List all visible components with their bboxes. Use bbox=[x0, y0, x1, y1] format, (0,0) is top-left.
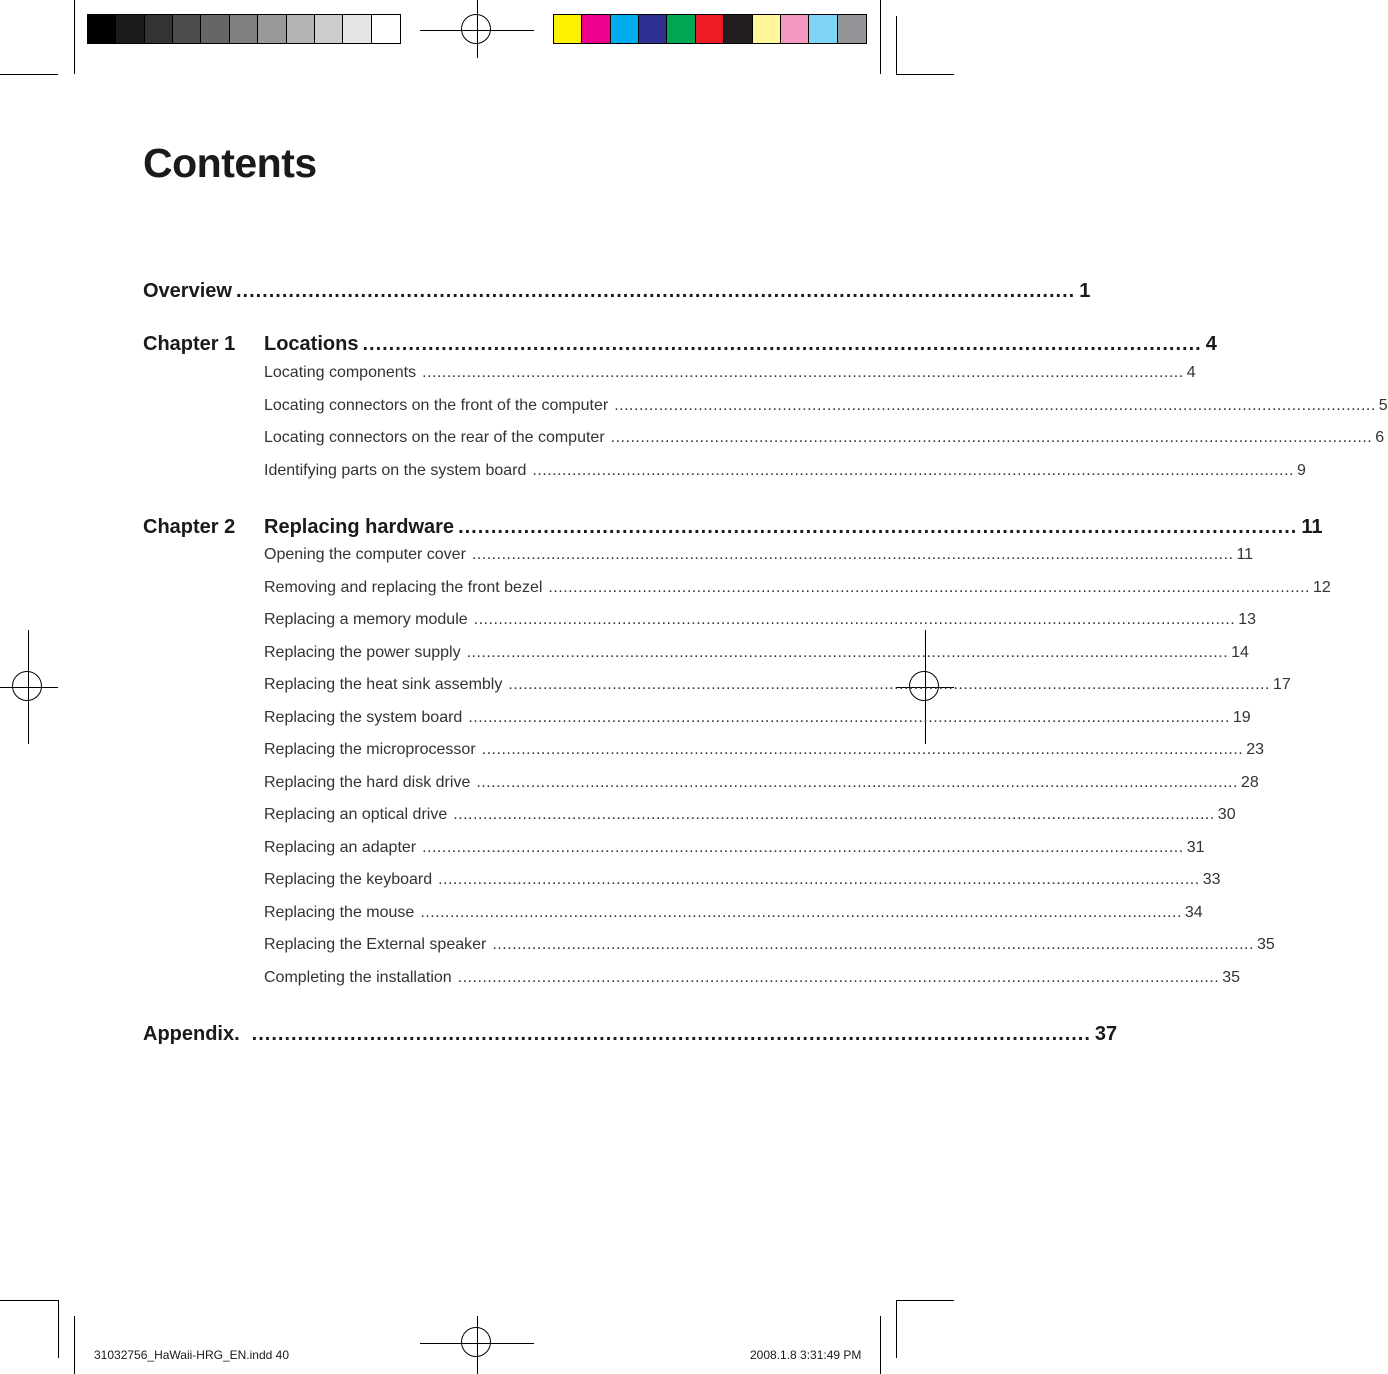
dot-leader: ................................................................................................................................ bbox=[251, 1023, 1091, 1045]
dot-leader: .......................................................................................................................................................... bbox=[422, 838, 1184, 856]
toc-subentry-label: Replacing the power supply bbox=[264, 643, 461, 661]
toc-subentry-label: Identifying parts on the system board bbox=[264, 461, 527, 479]
dot-leader: .......................................................................................................................................................... bbox=[476, 773, 1238, 791]
toc-subentry-page-number: 23 bbox=[1246, 741, 1265, 758]
toc-label: Replacing hardware bbox=[264, 516, 455, 538]
dot-leader: .......................................................................................................................................................... bbox=[466, 643, 1229, 661]
toc-subentry-label: Replacing the keyboard bbox=[264, 871, 433, 888]
toc-entry-overview[interactable] bbox=[143, 280, 1091, 308]
dot-leader: .......................................................................................................................................................... bbox=[473, 611, 1236, 628]
color-swatch bbox=[696, 15, 724, 43]
toc-subentry-page-number: 30 bbox=[1217, 806, 1236, 823]
toc-subentry[interactable] bbox=[264, 741, 1265, 763]
toc-subentry-label: Replacing the hard disk drive bbox=[264, 773, 471, 791]
toc-subentry-label: Replacing the mouse bbox=[264, 903, 415, 921]
toc-entry-chapter-1[interactable] bbox=[143, 333, 1217, 361]
footer-timestamp: 2008.1.8 3:31:49 PM bbox=[750, 1348, 862, 1362]
toc-subentry-page-number: 34 bbox=[1184, 903, 1203, 921]
toc-subentry[interactable] bbox=[264, 936, 1275, 958]
toc-subentry[interactable] bbox=[264, 773, 1259, 796]
toc-entry-chapter-2[interactable] bbox=[143, 516, 1323, 544]
color-swatch bbox=[554, 15, 582, 43]
toc-page-number: 4 bbox=[1205, 333, 1217, 355]
dot-leader: .......................................................................................................................................................... bbox=[548, 578, 1310, 596]
gray-swatch bbox=[287, 15, 315, 43]
toc-page-number: 1 bbox=[1079, 280, 1091, 302]
toc-subentry-page-number: 6 bbox=[1375, 429, 1385, 446]
dot-leader: .......................................................................................................................................................... bbox=[471, 546, 1234, 563]
toc-subentry-page-number: 31 bbox=[1186, 838, 1205, 856]
toc-subentry-label: Replacing the system board bbox=[264, 708, 463, 726]
dot-leader: ................................................................................................................................ bbox=[362, 333, 1202, 355]
color-swatch bbox=[582, 15, 610, 43]
toc-page-number: 11 bbox=[1301, 516, 1323, 538]
toc-subentry-label: Replacing the microprocessor bbox=[264, 741, 476, 758]
process-color-bar bbox=[553, 14, 867, 44]
toc-subentry[interactable] bbox=[264, 968, 1241, 991]
dot-leader: ................................................................................................................................ bbox=[458, 516, 1298, 538]
toc-subentry-label: Replacing the External speaker bbox=[264, 936, 487, 953]
gray-swatch bbox=[315, 15, 343, 43]
toc-subentry[interactable] bbox=[264, 708, 1251, 731]
toc-subentry-page-number: 33 bbox=[1202, 871, 1221, 888]
gray-swatch bbox=[116, 15, 144, 43]
gray-swatch bbox=[258, 15, 286, 43]
dot-leader: .......................................................................................................................................................... bbox=[508, 676, 1270, 693]
toc-subentry-page-number: 19 bbox=[1232, 708, 1251, 726]
toc-page-number: 37 bbox=[1094, 1023, 1118, 1045]
toc-subentry[interactable] bbox=[264, 578, 1331, 601]
gray-swatch bbox=[173, 15, 201, 43]
toc-subentry-label: Replacing a memory module bbox=[264, 611, 468, 628]
gray-swatch bbox=[201, 15, 229, 43]
color-swatch bbox=[639, 15, 667, 43]
dot-leader: .......................................................................................................................................................... bbox=[610, 429, 1373, 446]
color-swatch bbox=[753, 15, 781, 43]
toc-subentry[interactable] bbox=[264, 806, 1236, 828]
color-swatch bbox=[724, 15, 752, 43]
toc-subentry[interactable] bbox=[264, 838, 1205, 861]
toc-subentry-page-number: 17 bbox=[1272, 676, 1291, 693]
chapter-number: Chapter 2 bbox=[143, 516, 236, 538]
toc-subentry-page-number: 5 bbox=[1378, 396, 1388, 414]
toc-subentry[interactable] bbox=[264, 364, 1196, 386]
gray-swatch bbox=[372, 15, 400, 43]
toc-subentry-page-number: 9 bbox=[1296, 461, 1306, 479]
toc-subentry-page-number: 4 bbox=[1186, 364, 1196, 381]
toc-label: Locations bbox=[264, 333, 359, 355]
dot-leader: ................................................................................................................................ bbox=[235, 280, 1076, 302]
color-swatch bbox=[781, 15, 809, 43]
toc-subentry-label: Removing and replacing the front bezel bbox=[264, 578, 543, 596]
color-swatch bbox=[611, 15, 639, 43]
chapter-number: Chapter 1 bbox=[143, 333, 236, 355]
toc-entry-appendix[interactable] bbox=[143, 1023, 1118, 1051]
toc-subentry-page-number: 14 bbox=[1231, 643, 1249, 661]
color-swatch bbox=[809, 15, 837, 43]
dot-leader: .......................................................................................................................................................... bbox=[422, 364, 1184, 381]
page-title: Contents bbox=[143, 140, 317, 186]
gray-swatch bbox=[343, 15, 371, 43]
toc-subentry[interactable] bbox=[264, 903, 1203, 926]
toc-label: Appendix. bbox=[143, 1023, 240, 1045]
toc-subentry[interactable] bbox=[264, 429, 1385, 451]
dot-leader: .......................................................................................................................................................... bbox=[614, 396, 1376, 414]
toc-subentry-page-number: 35 bbox=[1222, 968, 1241, 986]
dot-leader: .......................................................................................................................................................... bbox=[468, 708, 1230, 726]
toc-subentry-label: Replacing the heat sink assembly bbox=[264, 676, 503, 693]
dot-leader: .......................................................................................................................................................... bbox=[457, 968, 1220, 986]
dot-leader: .......................................................................................................................................................... bbox=[453, 806, 1215, 823]
toc-subentry-page-number: 28 bbox=[1240, 773, 1259, 791]
toc-subentry-label: Completing the installation bbox=[264, 968, 452, 986]
toc-subentry-label: Opening the computer cover bbox=[264, 546, 466, 563]
toc-subentry-label: Replacing an adapter bbox=[264, 838, 417, 856]
toc-label: Overview bbox=[143, 280, 232, 302]
toc-subentry-label: Locating connectors on the rear of the computer bbox=[264, 429, 605, 446]
dot-leader: .......................................................................................................................................................... bbox=[438, 871, 1200, 888]
grayscale-color-bar bbox=[87, 14, 401, 44]
gray-swatch bbox=[230, 15, 258, 43]
gray-swatch bbox=[88, 15, 116, 43]
toc-subentry-label: Locating connectors on the front of the computer bbox=[264, 396, 609, 414]
toc-subentry-page-number: 12 bbox=[1312, 578, 1331, 596]
toc-subentry[interactable] bbox=[264, 871, 1221, 893]
toc-subentry-page-number: 11 bbox=[1236, 546, 1254, 563]
color-swatch bbox=[667, 15, 695, 43]
toc-subentry[interactable] bbox=[264, 396, 1388, 419]
dot-leader: .......................................................................................................................................................... bbox=[481, 741, 1244, 758]
color-swatch bbox=[838, 15, 866, 43]
dot-leader: .......................................................................................................................................................... bbox=[420, 903, 1182, 921]
toc-subentry[interactable] bbox=[264, 546, 1254, 568]
toc-subentry[interactable] bbox=[264, 676, 1291, 698]
toc-subentry-label: Locating components bbox=[264, 364, 417, 381]
toc-subentry-page-number: 35 bbox=[1256, 936, 1275, 953]
dot-leader: .......................................................................................................................................................... bbox=[532, 461, 1294, 479]
gray-swatch bbox=[145, 15, 173, 43]
toc-subentry-label: Replacing an optical drive bbox=[264, 806, 448, 823]
footer-file-name: 31032756_HaWaii-HRG_EN.indd 40 bbox=[94, 1348, 289, 1362]
toc-subentry-page-number: 13 bbox=[1238, 611, 1257, 628]
toc-subentry[interactable] bbox=[264, 611, 1257, 633]
toc-subentry[interactable] bbox=[264, 643, 1249, 666]
toc-subentry[interactable] bbox=[264, 461, 1306, 484]
dot-leader: .......................................................................................................................................................... bbox=[492, 936, 1254, 953]
